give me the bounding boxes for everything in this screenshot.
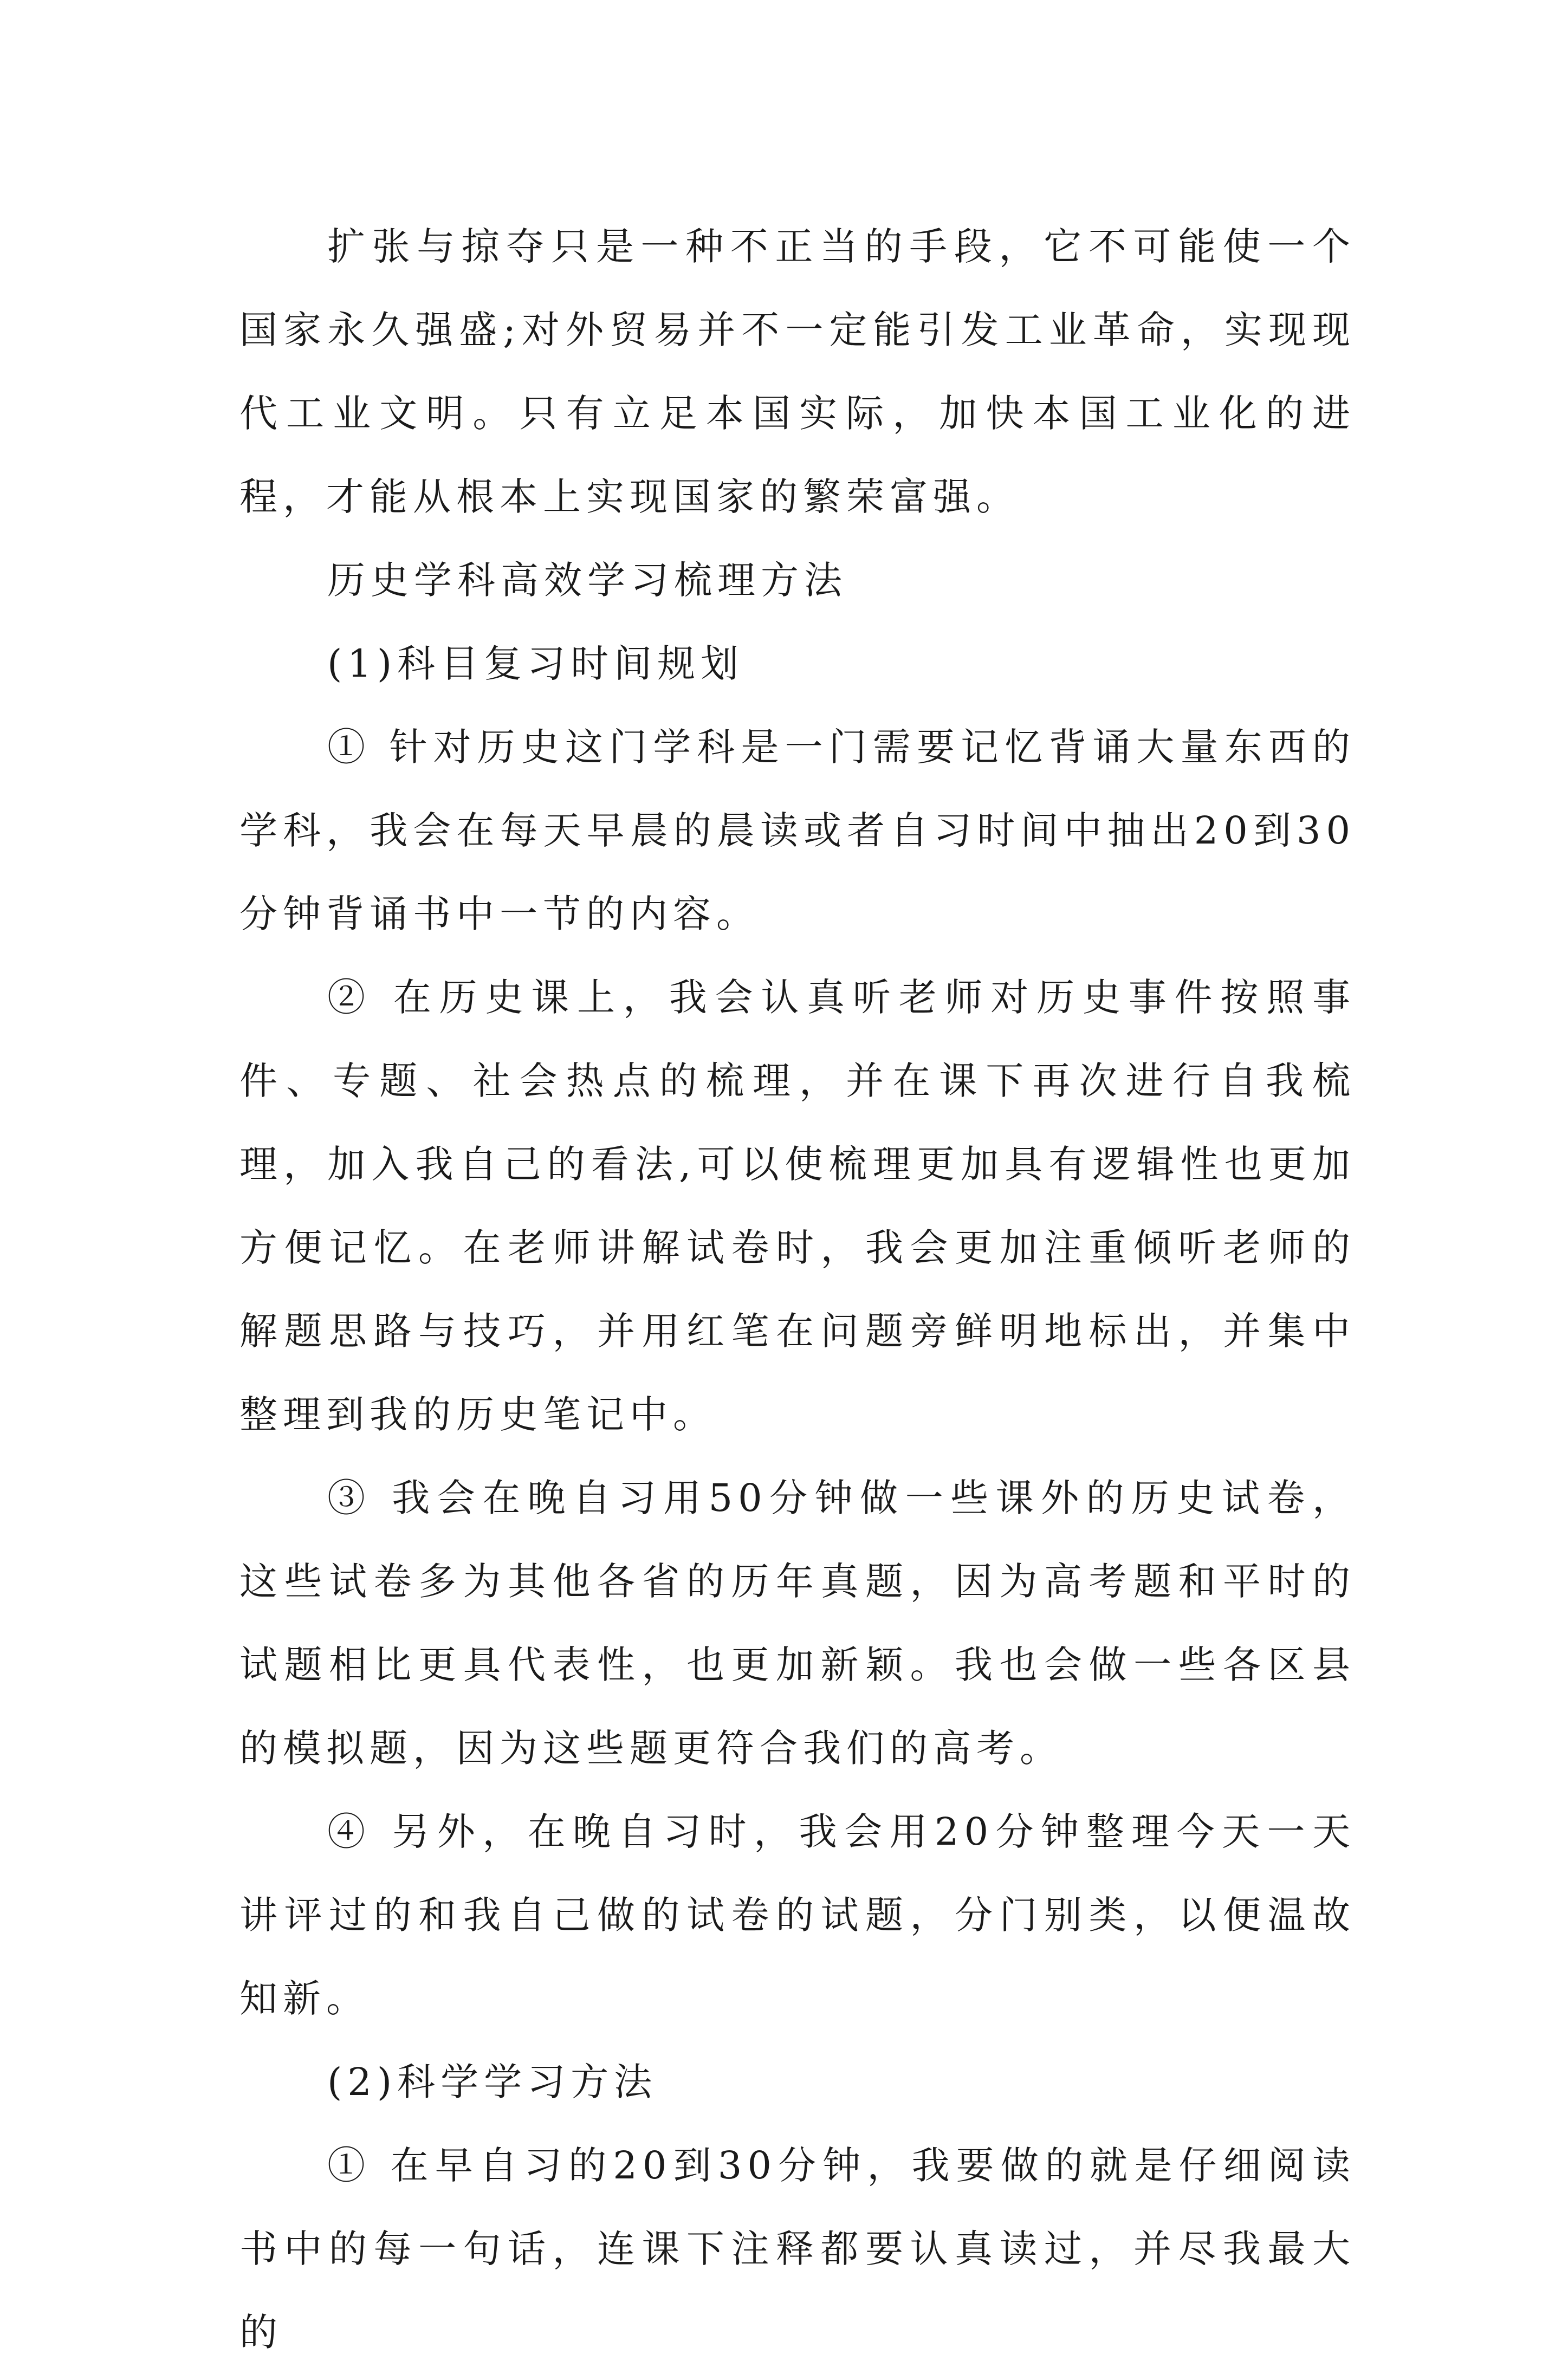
paragraph-method-1: ① 在早自习的20到30分钟，我要做的就是仔细阅读书中的每一句话，连课下注释都要认真读过，并尽我最大的 bbox=[239, 2143, 1356, 2354]
paragraph-item-3: ③ 我会在晚自习用50分钟做一些课外的历史试卷，这些试卷多为其他各省的历年真题，因为高考题和平时的试题相比更具代表性，也更加新颖。我也会做一些各区县的模拟题，因为这些题更符合我们的高考。 bbox=[239, 1476, 1356, 1770]
paragraph-item-4: ④ 另外，在晚自习时，我会用20分钟整理今天一天讲评过的和我自己做的试卷的试题，分门别类，以便温故知新。 bbox=[239, 1809, 1356, 2021]
subsection-title-time-planning: (1)科目复习时间规划 bbox=[327, 641, 744, 686]
paragraph-item-2: ② 在历史课上，我会认真听老师对历史事件按照事件、专题、社会热点的梳理，并在课下再次进行自我梳理，加入我自己的看法,可以使梳理更加具有逻辑性也更加方便记忆。在老师讲解试卷时，我会更加注重倾听老师的解题思路与技巧，并用红笔在问题旁鲜明地标出，并集中整理到我的历史笔记中。 bbox=[239, 975, 1356, 1437]
paragraph-conclusion: 扩张与掠夺只是一种不正当的手段，它不可能使一个国家永久强盛;对外贸易并不一定能引发工业革命，实现现代工业文明。只有立足本国实际，加快本国工业化的进程，才能从根本上实现国家的繁荣富强。 bbox=[239, 224, 1356, 519]
paragraph-item-1: ① 针对历史这门学科是一门需要记忆背诵大量东西的学科，我会在每天早晨的晨读或者自习时间中抽出20到30分钟背诵书中一节的内容。 bbox=[239, 725, 1356, 936]
body-text bbox=[239, 205, 1356, 2374]
section-title: 历史学科高效学习梳理方法 bbox=[327, 558, 847, 602]
subsection-title-methods: (2)科学学习方法 bbox=[327, 2060, 658, 2104]
